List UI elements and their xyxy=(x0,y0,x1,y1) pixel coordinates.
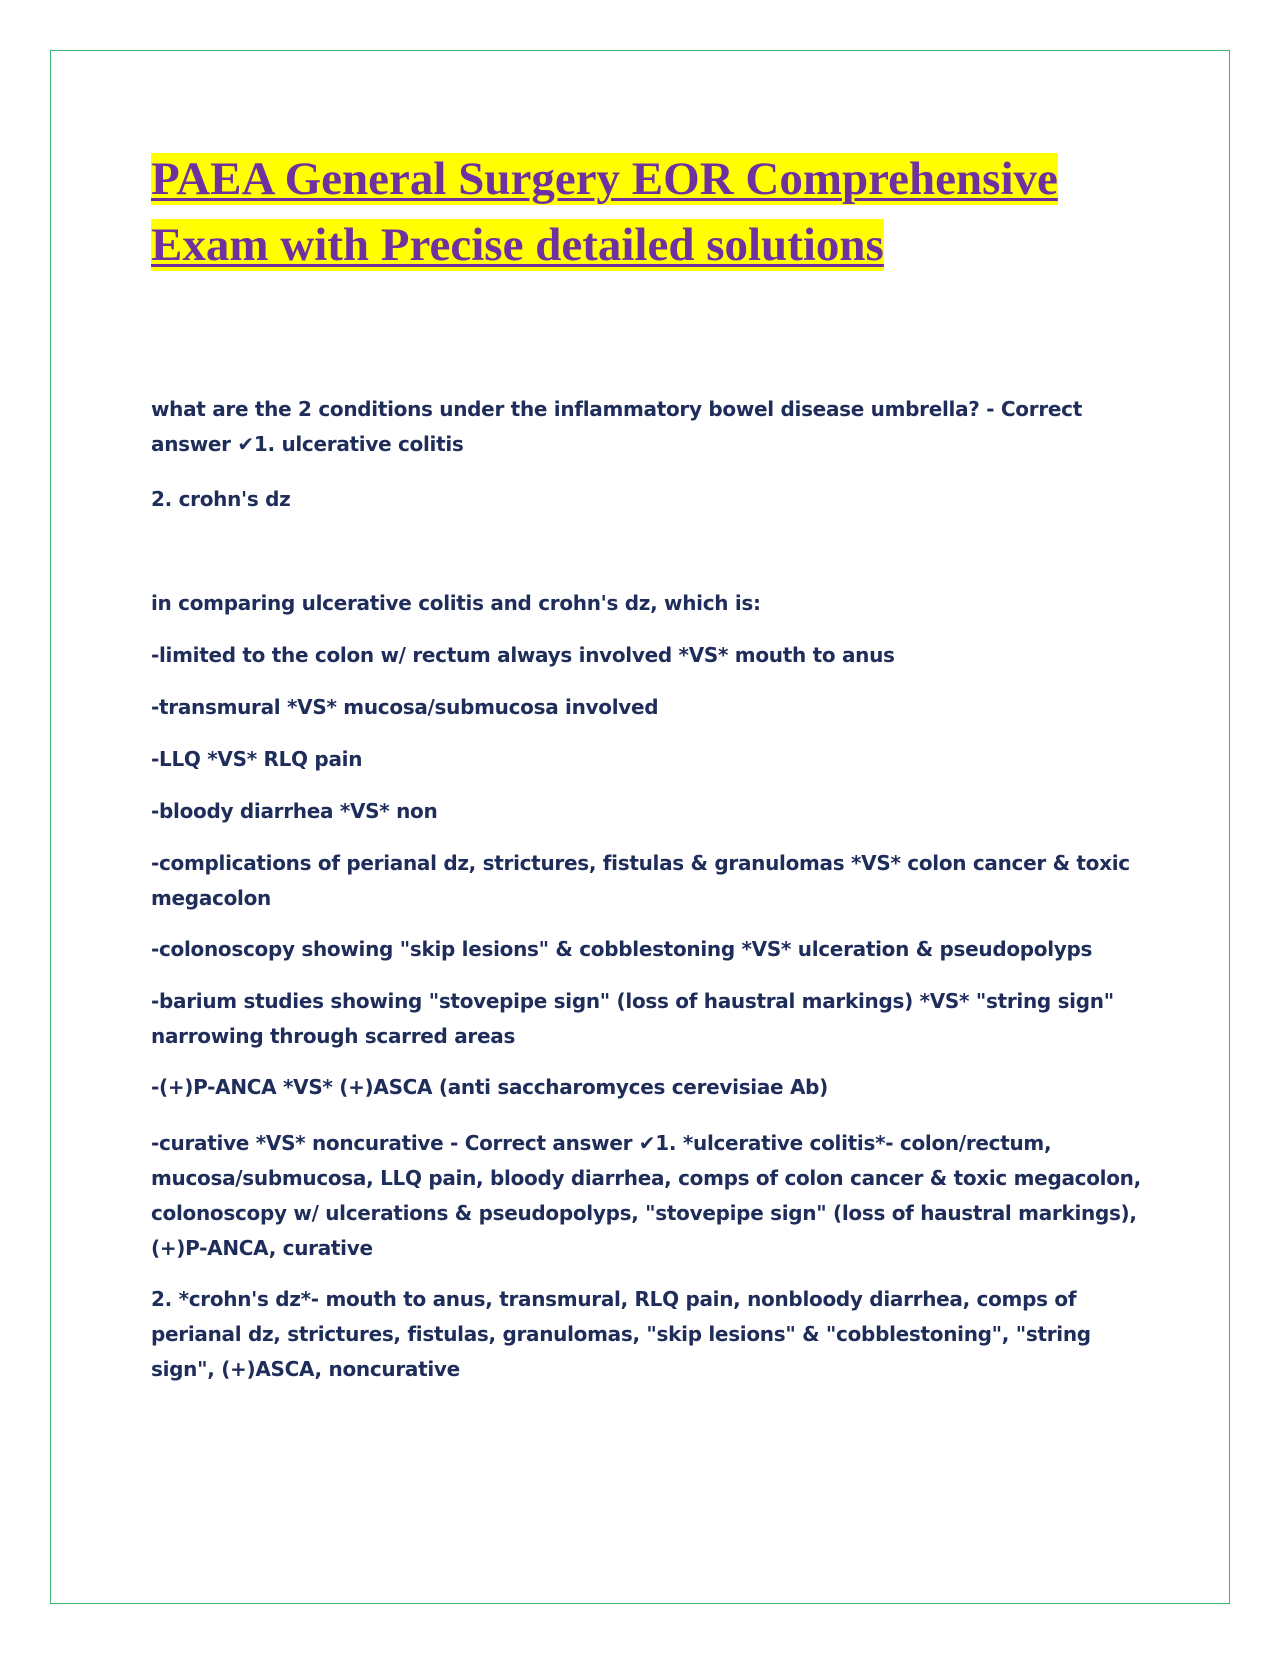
answer-crohns-detail: 2. *crohn's dz*- mouth to anus, transmural, RLQ pain, nonbloody diarrhea, comps of perianal dz, strictures, fistulas, granulomas, "skip lesions" & "cobblestoning", "string sign", (+)ASCA, noncurative xyxy=(151,1287,1091,1381)
compare-item-location: -limited to the colon w/ rectum always involved *VS* mouth to anus xyxy=(151,643,895,667)
compare-item-serology: -(+)P-ANCA *VS* (+)ASCA (anti saccharomyces cerevisiae Ab) xyxy=(151,1075,829,1099)
compare-item-complications: -complications of perianal dz, strictures, fistulas & granulomas *VS* colon cancer & toxic megacolon xyxy=(151,851,1130,910)
document-title: PAEA General Surgery EOR Comprehensive Exam with Precise detailed solutions xyxy=(151,153,1058,271)
compare-item-colonoscopy: -colonoscopy showing "skip lesions" & cobblestoning *VS* ulceration & pseudopolyps xyxy=(151,937,1093,961)
compare-item-diarrhea: -bloody diarrhea *VS* non xyxy=(151,799,438,823)
answer-crohns: 2. crohn's dz xyxy=(151,487,291,511)
compare-item-depth: -transmural *VS* mucosa/submucosa involved xyxy=(151,695,659,719)
question-ibd-conditions: what are the 2 conditions under the inflammatory bowel disease umbrella? - Correct answer ✔1. ulcerative colitis xyxy=(151,397,1082,456)
answer-ulcerative-colitis: -curative *VS* noncurative - Correct answer ✔1. *ulcerative colitis*- colon/rectum, mucosa/submucosa, LLQ pain, bloody diarrhea, comps of colon cancer & toxic megacolon, colonoscopy w/ ulcerations & pseudopolyps, "stovepipe sign" (loss of haustral markings), (+)P-ANCA, curative xyxy=(151,1131,1141,1260)
question-compare-intro: in comparing ulcerative colitis and crohn's dz, which is: xyxy=(151,591,761,615)
compare-item-pain: -LLQ *VS* RLQ pain xyxy=(151,747,363,771)
document-content xyxy=(151,146,1141,1381)
compare-item-barium: -barium studies showing "stovepipe sign" (loss of haustral markings) *VS* "string sign" narrowing through scarred areas xyxy=(151,989,1114,1048)
